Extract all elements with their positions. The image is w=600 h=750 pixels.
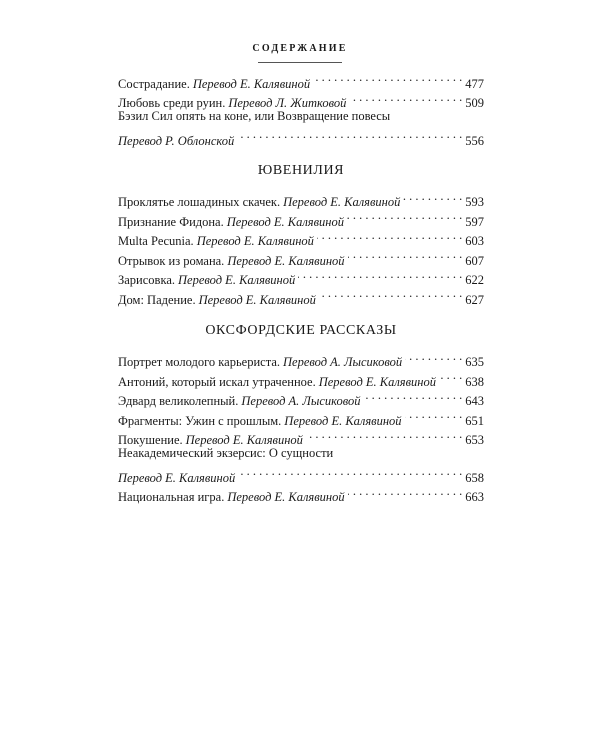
- entry-title: Национальная игра.: [118, 490, 225, 504]
- entry-title: Портрет молодого карьериста.: [118, 355, 280, 369]
- header-rule: [258, 62, 342, 63]
- entry-title: Покушение.: [118, 433, 183, 447]
- entry-title: Проклятье лошадиных скачек.: [118, 195, 281, 209]
- entry-page: 556: [465, 133, 484, 148]
- header-title: СОДЕРЖАНИЕ: [252, 43, 348, 54]
- dot-leader: [347, 206, 462, 226]
- entry-page: 593: [465, 195, 484, 209]
- dot-leader: [348, 245, 463, 265]
- entry-page: 627: [465, 292, 484, 307]
- entry-translator: Перевод Е. Калявиной: [178, 273, 296, 287]
- dot-leader: [349, 88, 462, 108]
- dot-leader: [405, 347, 462, 367]
- section-heading: ОКСФОРДСКИЕ РАССКАЗЫ: [205, 322, 397, 338]
- entry-page: 658: [465, 470, 484, 485]
- running-header: [0, 38, 600, 63]
- entry-title: Отрывок из романа.: [118, 253, 225, 268]
- entry-title: Эдвард великолепный.: [118, 394, 239, 408]
- entry-title: Зарисовка.: [118, 273, 176, 287]
- dot-leader: [298, 265, 462, 285]
- entry-translator: Перевод А. Лысиковой: [283, 355, 403, 369]
- toc-entry: [118, 347, 484, 367]
- entry-title: Любовь среди руин.: [118, 96, 226, 110]
- entry-title: Бэзил Сил опять на коне, или Возвращение повесы: [118, 109, 391, 123]
- entry-translator: Перевод Е. Калявиной: [198, 292, 316, 307]
- dot-leader: [237, 125, 462, 145]
- entry-translator: Перевод Е. Калявиной: [318, 374, 436, 389]
- entry-title: Дом: Падение.: [118, 292, 196, 307]
- toc-entry-two-line: [118, 107, 484, 148]
- entry-title: Неакадемический экзерсис: О сущности: [118, 446, 334, 460]
- dot-leader: [439, 366, 462, 386]
- entry-page: 635: [465, 355, 484, 369]
- entry-title: Multa Pecunia.: [118, 234, 194, 248]
- entry-page: 603: [465, 234, 484, 248]
- entry-page: 509: [465, 96, 484, 110]
- entry-translator: Перевод Е. Калявиной: [196, 234, 314, 248]
- dot-leader: [319, 284, 462, 304]
- entry-title: Признание Фидона.: [118, 214, 224, 229]
- entry-title: Сострадание.: [118, 76, 190, 91]
- table-of-contents: [118, 68, 484, 504]
- entry-translator: Перевод Е. Калявиной: [226, 214, 344, 229]
- dot-leader: [348, 482, 463, 502]
- entry-page: 651: [465, 413, 484, 428]
- entry-translator: Перевод Л. Житковой: [228, 96, 347, 110]
- entry-translator: Перевод Е. Калявиной: [185, 433, 303, 447]
- entry-translator: Перевод Е. Калявиной: [227, 253, 345, 268]
- entry-translator: Перевод А. Лысиковой: [241, 394, 361, 408]
- entry-page: 653: [465, 433, 484, 447]
- entry-page: 477: [465, 76, 484, 91]
- entry-translator: Перевод Р. Облонской: [118, 133, 235, 148]
- toc-entry: [118, 187, 484, 207]
- dot-leader: [313, 68, 462, 88]
- entry-translator: Перевод Е. Калявиной: [118, 470, 236, 485]
- dot-leader: [306, 425, 462, 445]
- toc-entry: [118, 68, 484, 91]
- entry-page: 638: [465, 374, 484, 389]
- entry-title: Антоний, который искал утраченное.: [118, 374, 316, 389]
- entry-page: 643: [465, 394, 484, 408]
- entry-title: Фрагменты: Ужин с прошлым.: [118, 413, 282, 428]
- dot-leader: [403, 187, 462, 207]
- entry-page: 663: [465, 490, 484, 504]
- dot-leader: [405, 405, 463, 425]
- toc-entry-two-line: [118, 444, 484, 485]
- dot-leader: [317, 226, 462, 246]
- entry-page: 622: [465, 273, 484, 287]
- entry-page: 607: [465, 253, 484, 268]
- entry-translator: Перевод Е. Калявиной: [284, 413, 402, 428]
- entry-translator: Перевод Е. Калявиной: [192, 76, 311, 91]
- entry-translator: Перевод Е. Калявиной: [227, 490, 345, 504]
- section-heading: ЮВЕНИЛИЯ: [257, 162, 345, 178]
- dot-leader: [364, 386, 463, 406]
- entry-translator: Перевод Е. Калявиной: [283, 195, 401, 209]
- dot-leader: [238, 462, 462, 482]
- entry-page: 597: [465, 214, 484, 229]
